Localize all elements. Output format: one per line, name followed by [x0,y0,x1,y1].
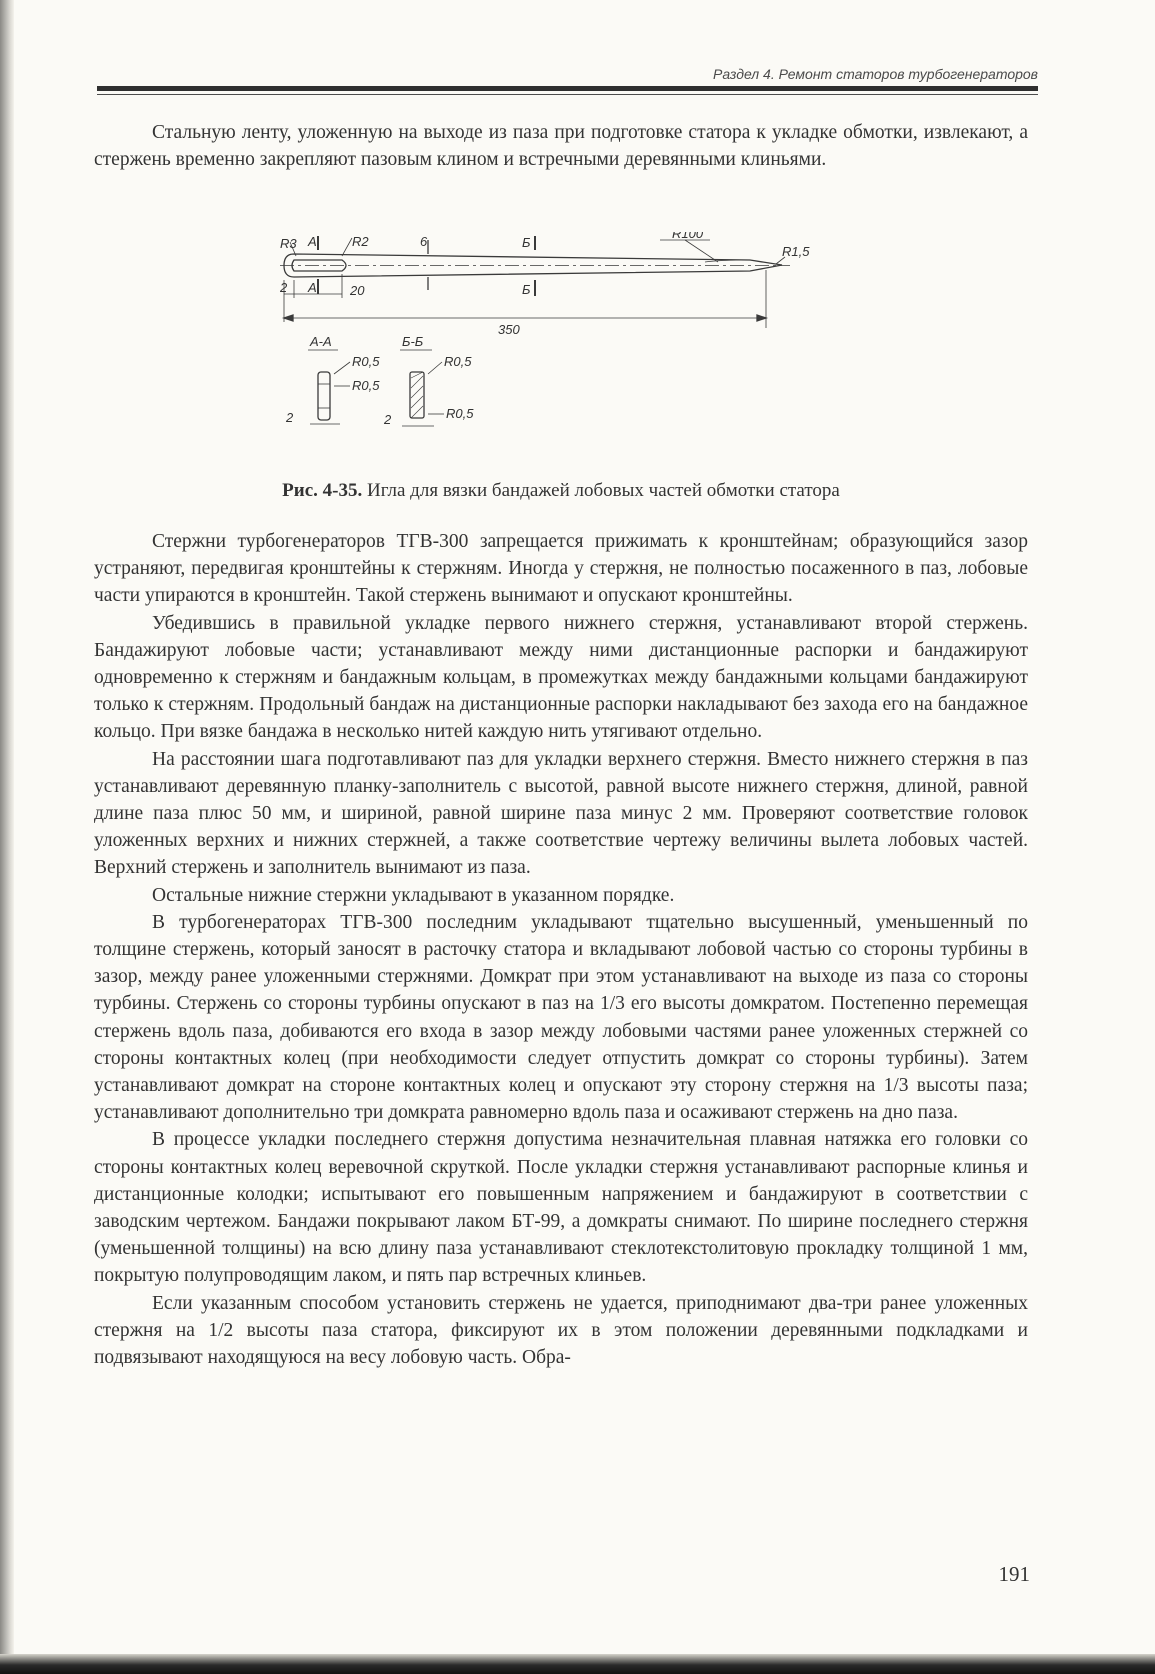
label-a-top: А [308,234,317,249]
label-six: 6 [420,234,428,249]
label-section-bb: Б-Б [402,334,424,349]
section-aa-profile [318,372,330,420]
label-r05-bb-1: R0,5 [444,354,472,369]
label-r100: R100 [672,232,704,241]
intro-paragraph: Стальную ленту, уложенную на выходе из паза при подготовке статора к укладке обмотки, извлекают, а стержень временно закрепляют пазовым клином и встречными деревянными клиньями. [94,122,1028,171]
section-title: Раздел 4. Ремонт статоров турбогенераторов [713,66,1038,82]
arrow-right [757,315,766,321]
paragraph-6: В процессе укладки последнего стержня допустима незначительная плавная натяжка его головки со стороны контактных колец веревочной скруткой. После укладки стержня устанавливают распорные клинья и дистанционные колодки; испытывают его повышенным напряжением и бандажируют в соответствии с заводским чертежом. Бандажи покрывают лаком БТ-99, а домкраты снимают. По ширине последнего стержня (уменьшенной толщины) на всю длину паза устанавливают стеклотекстолитовую прокладку толщиной 1 мм, покрытую полупроводящим лаком, и пять пар встречных клиньев. [94,1129,1028,1287]
leader-aa-1 [334,362,350,374]
section-bb-profile [410,372,424,418]
label-twenty: 20 [350,283,365,298]
label-two-aa: 2 [286,410,294,425]
label-section-aa: А-А [310,334,332,349]
section-bb-hatch [411,372,423,418]
label-r05-aa-2: R0,5 [352,378,380,393]
body-text [94,528,1028,1371]
caption-text: Игла для вязки бандажей лобовых частей обмотки статора [362,480,840,501]
paragraph-5: В турбогенераторах ТГВ-300 последним укладывают тщательно высушенный, уменьшенный по толщине стержень, который заносят в расточку статора и вкладывают лобовой частью со стороны турбины в зазор, между ранее уложенными стержнями. Домкрат при этом устанавливают на выходе из паза со стороны турбины. Стержень со стороны турбины опускают в паз на 1/3 его высоты домкратом. Постепенно перемещая стержень вдоль паза, добиваются его входа в зазор между лобовыми частями ранее уложенных стержней со стороны контактных колец (при необходимости следует отпустить домкрат со стороны турбины). Затем устанавливают домкрат на стороне контактных колец и опускают эту сторону стержня на 1/3 высоты паза; устанавливают дополнительно три домкрата равномерно вдоль паза и осаживают стержень на дно паза. [94,911,1028,1124]
label-r2: R2 [352,234,369,249]
label-two: 2 [280,280,288,295]
page-bottom-shadow [0,1654,1155,1674]
running-header [97,66,1038,98]
label-r15: R1,5 [782,244,810,259]
label-length: 350 [498,322,520,337]
label-r3: R3 [280,236,297,251]
label-r05-aa-1: R0,5 [352,354,380,369]
paragraph-2: Убедившись в правильной укладке первого нижнего стержня, устанавливают второй стержень. Бандажируют лобовые части; устанавливают между ними дистанционные распорки и бандажируют одновременно к стержням и бандажным кольцам, в промежутках между бандажными кольцами бандажируют только к стержням. Продольный бандаж на дистанционные распорки накладывают без захода его на бандажное кольцо. При вязке бандажа в несколько нитей каждую нить утягивают отдельно. [94,612,1028,743]
leader-bb-1 [428,362,442,374]
label-two-bb: 2 [384,412,392,427]
label-a-bottom: А [308,280,317,295]
needle-drawing [280,232,860,462]
header-rule [97,86,1038,91]
page-number: 191 [998,1562,1030,1586]
paragraph-7: Если указанным способом установить стержень не удается, приподнимают два-три ранее уложенных стержня на 1/2 высоты паза статора, фиксируют их в этом положении деревянными подкладками и подвязывают находящуюся на весу лобовую часть. Обра- [94,1292,1028,1369]
tip-curve [705,260,750,262]
leader-r2 [342,238,352,256]
intro-text [94,119,1028,173]
label-b-bottom: Б [522,282,531,297]
arrow-left [284,315,293,321]
paragraph-1: Стержни турбогенераторов ТГВ-300 запрещается прижимать к кронштейнам; образующийся зазор устраняют, передвигая кронштейны к стержням. Иногда у стержня, не полностью посаженного в паз, лобовые части упираются в кронштейн. Такой стержень вынимают и опускают кронштейны. [94,531,1028,607]
paragraph-4: Остальные нижние стержни укладывают в указанном порядке. [152,884,675,906]
label-r05-bb-2: R0,5 [446,406,474,421]
figure-caption [94,480,1028,502]
technical-drawing [280,232,860,462]
paragraph-3: На расстоянии шага подготавливают паз для укладки верхнего стержня. Вместо нижнего стержня в паз устанавливают деревянную планку-заполнитель с высотой, равной высоте нижнего стержня, длиной, равной длине паза плюс 50 мм, и шириной, равной ширине паза минус 2 мм. Проверяют соответствие головок уложенных верхних и нижних стержней, а также соответствие чертежу величины вылета лобовых частей. Верхний стержень и заполнитель вынимают из паза. [94,748,1028,879]
caption-number: Рис. 4-35. [282,480,363,501]
label-b-top: Б [522,235,531,250]
header-rule-thin [97,94,1038,95]
page-left-shadow [0,0,14,1674]
